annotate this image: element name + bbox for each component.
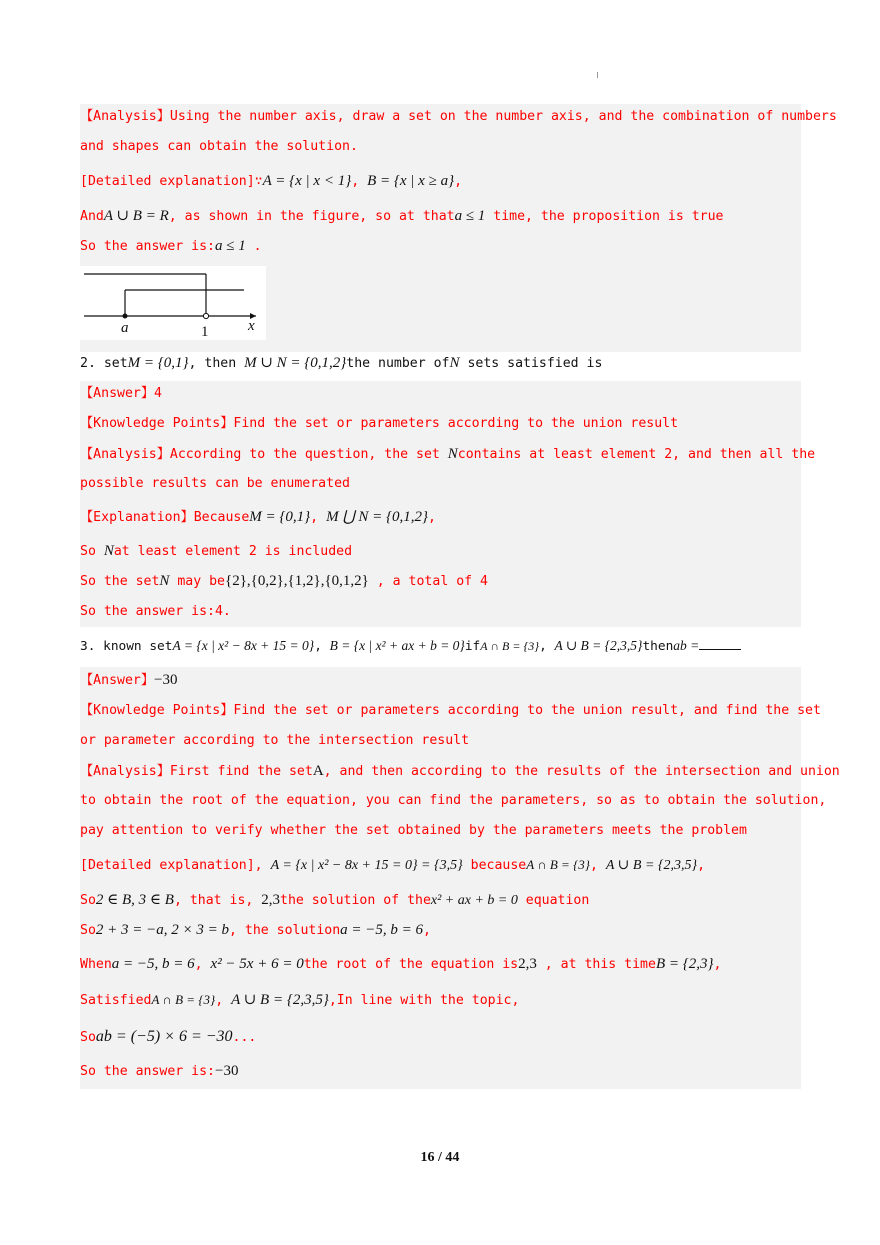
point-a: [123, 314, 128, 319]
answer-blank: [699, 637, 741, 650]
number-axis-figure: [80, 266, 266, 340]
answer-line-3: So the answer is:−30: [80, 1063, 239, 1079]
knowledge-3-line-2: or parameter according to the intersection result: [80, 733, 470, 748]
question-3: 3. known setA = {x | x² − 8x + 15 = 0}, B = {x | x² + ax + b = 0}ifA ∩ B = {3}, A ∪ B = {2,3,5}thenab =: [80, 636, 802, 657]
analysis-line-1: 【Analysis】Using the number axis, draw a set on the number axis, and the combination of numbers: [80, 109, 837, 124]
analysis-2-line-2: possible results can be enumerated: [80, 476, 350, 491]
label-1: 1: [201, 324, 209, 340]
knowledge-2: 【Knowledge Points】Find the set or parameters according to the union result: [80, 416, 679, 431]
analysis-3-line-2: to obtain the root of the equation, you can find the parameters, so as to obtain the solution,: [80, 793, 827, 808]
step-2-2: So the setN may be{2},{0,2},{1,2},{0,1,2} , a total of 4: [80, 573, 488, 589]
label-x: x: [248, 318, 255, 334]
answer-3: 【Answer】−30: [80, 672, 178, 688]
question-2: 2. setM = {0,1}, then M ∪ N = {0,1,2}the number ofN sets satisfied is: [80, 355, 603, 371]
step-3-2: So2 + 3 = −a, 2 × 3 = b, the solutiona = −5, b = 6,: [80, 922, 431, 938]
step-3-4: SatisfiedA ∩ B = {3}, A ∪ B = {2,3,5},In line with the topic,: [80, 992, 520, 1008]
step-3-1: So2 ∈ B, 3 ∈ B, that is, 2,3the solution of thex² + ax + b = 0 equation: [80, 892, 590, 908]
step-2-1: So Nat least element 2 is included: [80, 543, 353, 559]
answer-line-1: So the answer is:a ≤ 1 .: [80, 238, 262, 254]
analysis-3-line-3: pay attention to verify whether the set obtained by the parameters meets the problem: [80, 823, 747, 838]
header-mark: [597, 72, 598, 78]
analysis-line-2: and shapes can obtain the solution.: [80, 139, 358, 154]
label-a: a: [121, 320, 129, 336]
detail-3: [Detailed explanation], A = {x | x² − 8x + 15 = 0} = {3,5} becauseA ∩ B = {3}, A ∪ B = {2,3,5},: [80, 857, 706, 873]
point-1: [203, 313, 208, 318]
step-3-3: Whena = −5, b = 6, x² − 5x + 6 = 0the root of the equation is2,3 , at this timeB = {2,3},: [80, 956, 722, 972]
knowledge-3-line-1: 【Knowledge Points】Find the set or parameters according to the union result, and find the set: [80, 703, 821, 718]
number-axis-svg: [80, 266, 266, 340]
page-number: 16 / 44: [420, 1150, 460, 1165]
detail-line-2: AndA ∪ B = R, as shown in the figure, so at thata ≤ 1 time, the proposition is true: [80, 208, 724, 224]
answer-2: 【Answer】4: [80, 386, 162, 401]
analysis-3-line-1: 【Analysis】First find the setA, and then according to the results of the intersection and union: [80, 763, 840, 779]
analysis-2-line-1: 【Analysis】According to the question, the set Ncontains at least element 2, and then all the: [80, 446, 816, 462]
step-3-5: Soab = (−5) × 6 = −30...: [80, 1028, 257, 1045]
explanation-2: 【Explanation】BecauseM = {0,1}, M ⋃ N = {0,1,2},: [80, 509, 436, 525]
step-2-3: So the answer is:4.: [80, 604, 231, 619]
detail-line-1: [Detailed explanation]∵A = {x | x < 1}, B = {x | x ≥ a},: [80, 173, 463, 189]
